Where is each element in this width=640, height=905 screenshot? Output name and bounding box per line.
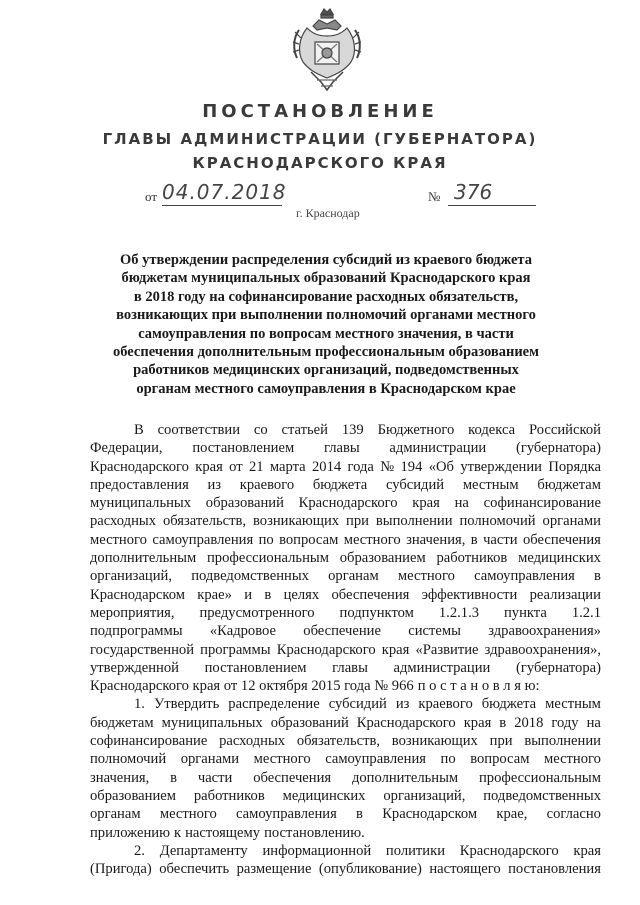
body-line bbox=[90, 476, 601, 494]
body-word: марта bbox=[269, 458, 306, 475]
body-word: профессиональным bbox=[478, 769, 601, 786]
body-word: обеспечения bbox=[522, 531, 601, 548]
body-word: работников bbox=[436, 550, 508, 567]
body-word: подведомственных bbox=[191, 568, 309, 585]
body-word: местного bbox=[343, 531, 401, 548]
document-subject bbox=[90, 251, 562, 398]
body-word: дополнительным bbox=[351, 769, 459, 786]
body-word: местным bbox=[462, 476, 519, 493]
body-word: постановлением bbox=[192, 440, 295, 457]
body-word: обеспечения bbox=[331, 586, 410, 603]
body-word: утвержденной bbox=[90, 659, 179, 676]
subject-line: обеспечения дополнительным профессиональным образованием bbox=[112, 344, 539, 361]
body-word: самоуправления bbox=[152, 531, 254, 548]
body-word: бюджета bbox=[312, 476, 368, 493]
body-word: 2018 bbox=[514, 714, 544, 731]
subject-line: Об утверждении распределения субсидий из краевого бюджета bbox=[120, 252, 532, 268]
body-word: 1.2.1 bbox=[571, 604, 601, 621]
body-word: № bbox=[380, 458, 395, 475]
body-word: образований bbox=[205, 495, 284, 512]
body-word: администрации bbox=[393, 659, 491, 676]
body-word: на bbox=[454, 495, 469, 512]
body-word: 1.2.1.3 bbox=[438, 604, 480, 621]
body-word: организаций, bbox=[90, 568, 172, 585]
body-word: обязательств, bbox=[296, 733, 380, 750]
body-line bbox=[90, 622, 601, 640]
body-word: согласно bbox=[546, 806, 601, 823]
body-line bbox=[90, 750, 601, 768]
body-word: «Кадровое bbox=[209, 623, 276, 640]
body-word: органам bbox=[90, 806, 141, 823]
body-word: медицинских bbox=[518, 550, 601, 567]
body-line bbox=[90, 458, 601, 476]
body-line bbox=[90, 860, 601, 878]
body-word: местного bbox=[159, 806, 217, 823]
body-word: расходных bbox=[219, 733, 286, 750]
body-word: и bbox=[244, 586, 253, 603]
body-word: органами bbox=[542, 513, 601, 530]
body-word: крае, bbox=[496, 806, 528, 823]
body-word: приложению bbox=[90, 824, 171, 841]
body-word: Краснодарского bbox=[356, 714, 456, 731]
body-word: мероприятия, bbox=[90, 604, 175, 621]
body-word: софинансирование bbox=[483, 495, 601, 512]
body-word: образований bbox=[270, 714, 349, 731]
body-word: Департаменту bbox=[159, 842, 248, 859]
body-word: в bbox=[170, 769, 178, 786]
body-word: края bbox=[412, 495, 440, 512]
body-word: бюджета bbox=[481, 696, 537, 713]
body-word: настоящего bbox=[429, 861, 501, 878]
body-word: самоуправления bbox=[325, 751, 426, 768]
body-word: бюджетам bbox=[537, 476, 601, 493]
body-word: информационной bbox=[262, 842, 372, 859]
body-line bbox=[90, 714, 601, 732]
body-word: муниципальных bbox=[90, 495, 192, 512]
body-word: 2014 bbox=[311, 458, 342, 475]
body-word: постановлением bbox=[204, 659, 307, 676]
body-word: программы bbox=[200, 641, 271, 658]
body-word: «Об bbox=[428, 458, 454, 475]
body-word: Краснодарского bbox=[298, 495, 398, 512]
body-word: вопросам bbox=[279, 531, 339, 548]
body-line bbox=[90, 567, 601, 585]
body-word: здравоохранения» bbox=[488, 623, 601, 640]
body-word: в bbox=[594, 568, 601, 585]
body-word: Краснодарского bbox=[459, 842, 559, 859]
date-prefix: от bbox=[145, 189, 158, 204]
body-word: местным bbox=[545, 696, 601, 713]
body-word: Федерации, bbox=[90, 440, 163, 457]
decree-word: п о с т а н о в л я ю: bbox=[417, 678, 540, 695]
body-word: эффективности bbox=[421, 586, 518, 603]
body-word: в bbox=[470, 531, 478, 548]
subject-line: самоуправления по вопросам местного значения, в части bbox=[138, 325, 514, 342]
body-word: соответствии bbox=[157, 422, 241, 438]
body-line bbox=[90, 769, 601, 787]
body-line bbox=[90, 732, 601, 750]
body-word: Краснодарского bbox=[90, 458, 189, 475]
body-word: Краснодарском bbox=[382, 806, 478, 823]
document-body bbox=[90, 421, 601, 878]
body-word: местного bbox=[253, 751, 311, 768]
body-word: со bbox=[253, 422, 268, 438]
body-word: предусмотренного bbox=[199, 604, 315, 621]
body-word: образованием bbox=[90, 787, 176, 804]
body-word: подпунктом bbox=[339, 604, 414, 621]
body-word: Краснодарском bbox=[90, 586, 185, 603]
body-word: края bbox=[381, 641, 410, 658]
body-word: из bbox=[395, 696, 410, 713]
body-word: Утвердить bbox=[153, 696, 220, 713]
body-word: (опубликование) bbox=[318, 861, 422, 878]
body-word: края bbox=[573, 842, 601, 859]
body-word: субсидий bbox=[328, 696, 387, 713]
body-line bbox=[90, 787, 601, 805]
body-word: настоящему bbox=[185, 824, 261, 841]
subject-line: бюджетам муниципальных образований Краснодарского края bbox=[121, 270, 531, 287]
body-word: муниципальных bbox=[161, 714, 263, 731]
body-word: пункта bbox=[503, 604, 547, 621]
body-word: распределение bbox=[228, 696, 320, 713]
body-word: обязательств, bbox=[162, 513, 247, 530]
body-word: Краснодарского bbox=[276, 641, 376, 658]
body-line bbox=[90, 531, 601, 549]
body-word: обеспечить bbox=[159, 861, 230, 878]
body-word: постановления bbox=[508, 861, 601, 878]
body-word: местного bbox=[397, 568, 455, 585]
authority-line-2: КРАСНОДАРСКОГО КРАЯ bbox=[192, 154, 448, 172]
body-word: В bbox=[134, 422, 144, 438]
body-line bbox=[90, 421, 601, 439]
body-word: году bbox=[551, 714, 579, 731]
body-word: дополнительным bbox=[90, 550, 197, 567]
body-word: выполнении bbox=[375, 513, 453, 530]
body-word: (губернатора) bbox=[515, 440, 601, 457]
body-line bbox=[90, 494, 601, 512]
body-line bbox=[90, 824, 601, 842]
body-word: в bbox=[264, 586, 272, 603]
subject-line: работников медицинских организаций, подведомственных bbox=[133, 362, 519, 379]
body-word: статьей bbox=[281, 422, 328, 438]
body-word: при bbox=[346, 513, 369, 530]
body-word: года bbox=[347, 458, 374, 475]
authority-line-1: ГЛАВЫ АДМИНИСТРАЦИИ (ГУБЕРНАТОРА) bbox=[102, 130, 538, 148]
body-word: к bbox=[174, 824, 182, 841]
body-word: краевого bbox=[418, 696, 473, 713]
body-word: системы bbox=[408, 623, 461, 640]
body-word: предоставления bbox=[90, 476, 189, 493]
number-prefix: № bbox=[428, 189, 441, 204]
body-word: местного bbox=[90, 531, 147, 548]
body-line bbox=[90, 439, 601, 457]
body-line bbox=[90, 805, 601, 823]
body-word: (губернатора) bbox=[516, 659, 601, 676]
body-word: местного bbox=[544, 751, 601, 768]
handwritten-number: 376 bbox=[448, 180, 536, 206]
body-word: размещение bbox=[236, 861, 312, 878]
body-word: бюджетам bbox=[90, 714, 154, 731]
body-line bbox=[90, 604, 601, 622]
body-word: реализации bbox=[529, 586, 601, 603]
body-word: постановлению. bbox=[264, 824, 365, 841]
body-word: по bbox=[258, 531, 274, 548]
handwritten-date: 04.07.2018 bbox=[162, 180, 287, 204]
body-word: части bbox=[483, 531, 518, 548]
body-word: субсидий bbox=[385, 476, 445, 493]
body-word: при bbox=[489, 733, 513, 750]
body-word: в bbox=[356, 806, 363, 823]
body-word: утверждении bbox=[460, 458, 542, 475]
body-word: края bbox=[195, 458, 223, 475]
body-word: образованием bbox=[339, 550, 426, 567]
body-word: 21 bbox=[248, 458, 264, 475]
body-word: политики bbox=[385, 842, 446, 859]
body-word: органам bbox=[328, 568, 379, 585]
body-line bbox=[90, 842, 601, 860]
body-word: самоуправления bbox=[236, 806, 337, 823]
body-word: работников bbox=[193, 787, 265, 804]
body-line-text: Краснодарского края от 12 октября 2015 года № 966 bbox=[90, 678, 414, 695]
body-word: значения, bbox=[90, 769, 150, 786]
body-word: целях bbox=[283, 586, 320, 603]
body-word: государственной bbox=[90, 641, 195, 658]
body-line bbox=[90, 641, 601, 659]
body-word: из bbox=[207, 476, 222, 493]
body-word: возникающих bbox=[391, 733, 478, 750]
body-word: в bbox=[499, 714, 507, 731]
body-line bbox=[90, 695, 601, 713]
body-word: полномочий bbox=[459, 513, 536, 530]
body-word: части bbox=[197, 769, 233, 786]
body-word: 194 bbox=[400, 458, 423, 475]
body-word: Российской bbox=[529, 422, 601, 438]
city-label: г. Краснодар bbox=[296, 206, 360, 220]
body-line-decree bbox=[90, 677, 601, 695]
body-word: по bbox=[440, 751, 456, 768]
body-line bbox=[90, 586, 601, 604]
subject-line: в 2018 году на софинансирование расходных обязательств, bbox=[133, 288, 519, 305]
body-word: на bbox=[586, 714, 601, 731]
body-word: обеспечения bbox=[253, 769, 332, 786]
body-word: органами bbox=[180, 751, 240, 768]
body-word: краевого bbox=[239, 476, 295, 493]
body-word: администрации bbox=[389, 440, 487, 457]
body-word: кодекса bbox=[468, 422, 516, 438]
body-word: расходных bbox=[90, 513, 157, 530]
body-word: организаций, bbox=[383, 787, 466, 804]
body-word: (Пригода) bbox=[90, 861, 152, 878]
body-word: софинансирование bbox=[90, 733, 208, 750]
body-line bbox=[90, 549, 601, 567]
body-word: выполнении bbox=[524, 733, 601, 750]
body-word: Бюджетного bbox=[377, 422, 455, 438]
body-word: 139 bbox=[341, 422, 364, 438]
body-word: возникающих bbox=[253, 513, 340, 530]
subject-line: возникающих при выполнении полномочий органами местного bbox=[116, 307, 536, 324]
body-word: 2. bbox=[134, 842, 145, 859]
body-word: вопросам bbox=[470, 751, 530, 768]
body-word: 1. bbox=[134, 696, 145, 713]
body-word: здравоохранения», bbox=[484, 641, 601, 658]
body-word: главы bbox=[332, 659, 368, 676]
body-word: «Развитие bbox=[415, 641, 479, 658]
subject-line: органам местного самоуправления в Краснодарском крае bbox=[136, 380, 516, 397]
body-word: крае» bbox=[197, 586, 232, 603]
krasnodar-krai-coat-of-arms-icon bbox=[291, 8, 363, 94]
body-word: обеспечение bbox=[303, 623, 381, 640]
body-word: главы bbox=[323, 440, 360, 457]
body-line bbox=[90, 659, 601, 677]
body-word: подпрограммы bbox=[90, 623, 183, 640]
body-line bbox=[90, 512, 601, 530]
body-word: значения, bbox=[406, 531, 466, 548]
body-word: профессиональным bbox=[206, 550, 329, 567]
body-word: медицинских bbox=[282, 787, 366, 804]
document-title: ПОСТАНОВЛЕНИЕ bbox=[202, 101, 438, 122]
body-word: самоуправления bbox=[474, 568, 575, 585]
body-word: от bbox=[229, 458, 243, 475]
body-word: подведомственных bbox=[483, 787, 601, 804]
body-word: полномочий bbox=[90, 751, 167, 768]
body-word: края bbox=[463, 714, 492, 731]
body-word: Порядка bbox=[548, 458, 601, 475]
